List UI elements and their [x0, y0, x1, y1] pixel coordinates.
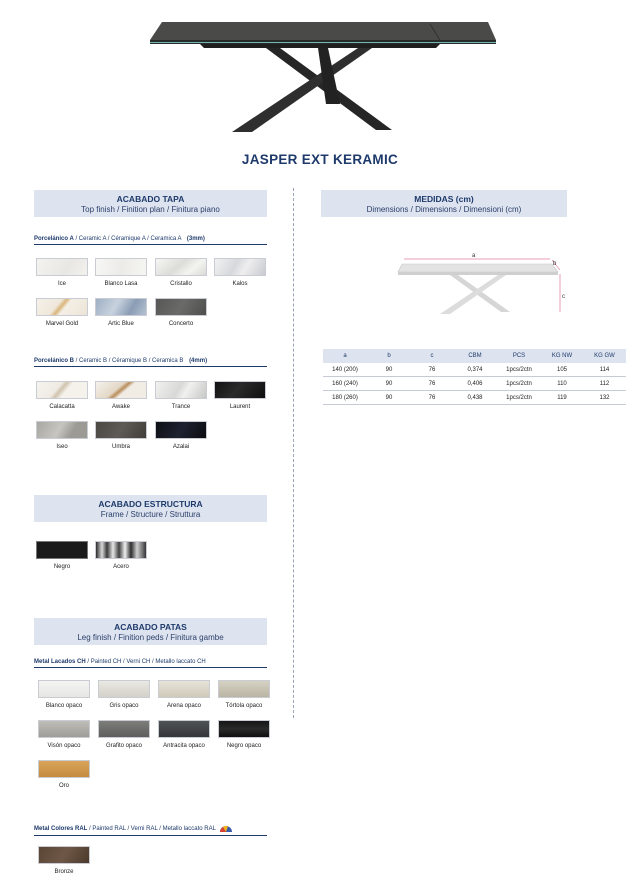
swatch-oro[interactable] — [38, 760, 90, 778]
col-c: c — [411, 349, 453, 363]
dimension-diagram — [390, 250, 570, 320]
swatch-label: Negro — [53, 564, 71, 570]
swatch-label: Oro — [58, 783, 69, 789]
table-row — [323, 391, 626, 405]
table-cell: 114 — [583, 363, 626, 377]
swatch-blanco-lasa[interactable] — [95, 258, 147, 276]
table-cell: 110 — [541, 377, 583, 391]
table-cell: 160 (240) — [323, 377, 367, 391]
table-header-row — [323, 349, 626, 363]
swatch-negro-opaco[interactable] — [218, 720, 270, 738]
swatch-label: Iseo — [56, 444, 68, 450]
diagram-label-a: a — [472, 253, 476, 259]
table-cell: 90 — [367, 391, 411, 405]
table-cell: 112 — [583, 377, 626, 391]
table-cell: 1pcs/2ctn — [497, 391, 541, 405]
swatch-iseo[interactable] — [36, 421, 88, 439]
swatch-label: Gris opaco — [109, 703, 139, 709]
swatch-label: Arena opaco — [166, 703, 202, 709]
swatch-artic-blue[interactable] — [95, 298, 147, 316]
table-cell: 180 (260) — [323, 391, 367, 405]
swatch-gris-opaco[interactable] — [98, 680, 150, 698]
swatch-blanco-opaco[interactable] — [38, 680, 90, 698]
swatch-label: Acero — [113, 564, 129, 570]
swatch-label: Tórtola opaco — [225, 703, 263, 709]
swatch-bronze[interactable] — [38, 846, 90, 864]
ceramic-a-bold: Porcelánico A — [34, 236, 74, 242]
swatch-marvel-gold[interactable] — [36, 298, 88, 316]
leg-finish-heading: ACABADO PATAS — [114, 622, 187, 632]
swatch-label: Bronze — [54, 869, 74, 875]
table-cell: 76 — [411, 363, 453, 377]
ceramic-a-label — [34, 236, 267, 245]
column-divider — [293, 188, 294, 718]
table-cell: 76 — [411, 391, 453, 405]
swatch-arena-opaco[interactable] — [158, 680, 210, 698]
table-cell: 1pcs/2ctn — [497, 363, 541, 377]
swatch-umbra[interactable] — [95, 421, 147, 439]
dimensions-header — [321, 190, 567, 217]
swatch-label: Kalos — [232, 281, 248, 287]
table-cell: 140 (200) — [323, 363, 367, 377]
ral-palette-icon — [219, 824, 233, 833]
dimensions-heading: MEDIDAS (cm) — [414, 194, 474, 204]
table-cell: 1pcs/2ctn — [497, 377, 541, 391]
table-cell: 0,438 — [453, 391, 497, 405]
metal-ral-bold: Metal Colores RAL — [34, 826, 88, 833]
swatch-label: Concerto — [168, 321, 194, 327]
ceramic-a-rest: / Ceramic A / Céramique A / Ceramica A — [73, 236, 182, 242]
swatch-label: Cristallo — [170, 281, 192, 287]
swatch-label: Calacatta — [49, 404, 75, 410]
col-kg-nw: KG NW — [541, 349, 583, 363]
swatch-laurent[interactable] — [214, 381, 266, 399]
swatch-tortola-opaco[interactable] — [218, 680, 270, 698]
diagram-label-c: c — [562, 294, 565, 300]
table-cell: 76 — [411, 377, 453, 391]
swatch-awake[interactable] — [95, 381, 147, 399]
swatch-label: Trance — [171, 404, 191, 410]
ceramic-b-label — [34, 358, 267, 367]
swatch-label: Awake — [112, 404, 130, 410]
table-row — [323, 363, 626, 377]
swatch-antracita-opaco[interactable] — [158, 720, 210, 738]
swatch-label: Laurent — [229, 404, 251, 410]
table-cell: 0,374 — [453, 363, 497, 377]
swatch-label: Visón opaco — [47, 743, 81, 749]
swatch-label: Marvel Gold — [45, 321, 79, 327]
table-cell: 105 — [541, 363, 583, 377]
leg-finish-subheading: Leg finish / Finition peds / Finitura gambe — [77, 633, 224, 642]
frame-finish-subheading: Frame / Structure / Struttura — [100, 510, 201, 519]
col-kg-gw: KG GW — [583, 349, 626, 363]
metal-ral-rest: / Painted RAL / Verni RAL / Metallo laccato RAL — [87, 826, 216, 833]
swatch-trance[interactable] — [155, 381, 207, 399]
swatch-label: Umbra — [111, 444, 130, 450]
col-cbm: CBM — [453, 349, 497, 363]
swatch-kalos[interactable] — [214, 258, 266, 276]
table-cell: 90 — [367, 377, 411, 391]
swatch-label: Azalai — [172, 444, 190, 450]
swatch-label: Blanco Lasa — [104, 281, 138, 287]
ceramic-a-thickness: (3mm) — [186, 236, 205, 242]
top-finish-subheading: Top finish / Finition plan / Finitura piano — [81, 205, 220, 214]
swatch-negro[interactable] — [36, 541, 88, 559]
ceramic-b-thickness: (4mm) — [189, 358, 208, 364]
swatch-azalai[interactable] — [155, 421, 207, 439]
col-b: b — [367, 349, 411, 363]
table-cell: 90 — [367, 363, 411, 377]
table-cell: 0,406 — [453, 377, 497, 391]
metal-ch-rest: / Painted CH / Verni CH / Metallo laccato CH — [85, 659, 206, 665]
swatch-ice[interactable] — [36, 258, 88, 276]
metal-ral-label — [34, 824, 267, 836]
page-title: JASPER EXT KERAMIC — [241, 152, 399, 167]
diagram-label-b: b — [553, 261, 557, 267]
swatch-grafito-opaco[interactable] — [98, 720, 150, 738]
product-image — [140, 10, 510, 138]
table-cell: 132 — [583, 391, 626, 405]
dimensions-table — [323, 349, 626, 405]
swatch-concerto[interactable] — [155, 298, 207, 316]
swatch-label: Antracita opaco — [163, 743, 205, 749]
swatch-label: Artic Blue — [108, 321, 134, 327]
table-cell: 119 — [541, 391, 583, 405]
col-pcs: PCS — [497, 349, 541, 363]
top-finish-heading: ACABADO TAPA — [116, 194, 185, 204]
swatch-calacatta[interactable] — [36, 381, 88, 399]
top-finish-header — [34, 190, 267, 217]
swatch-label: Grafito opaco — [105, 743, 143, 749]
leg-finish-header — [34, 618, 267, 645]
table-row — [323, 377, 626, 391]
swatch-label: Blanco opaco — [45, 703, 83, 709]
ceramic-b-rest: / Ceramic B / Céramique B / Ceramica B — [74, 358, 184, 364]
metal-ch-label — [34, 659, 267, 668]
swatch-label: Ice — [57, 281, 66, 287]
swatch-acero[interactable] — [95, 541, 147, 559]
frame-finish-header — [34, 495, 267, 522]
swatch-cristallo[interactable] — [155, 258, 207, 276]
dimensions-subheading: Dimensions / Dimensions / Dimensioni (cm) — [366, 205, 522, 214]
ceramic-b-bold: Porcelánico B — [34, 358, 75, 364]
swatch-label: Negro opaco — [226, 743, 262, 749]
swatch-vison-opaco[interactable] — [38, 720, 90, 738]
metal-ch-bold: Metal Lacados CH — [34, 659, 86, 665]
frame-finish-heading: ACABADO ESTRUCTURA — [98, 499, 203, 509]
col-a: a — [323, 349, 367, 363]
